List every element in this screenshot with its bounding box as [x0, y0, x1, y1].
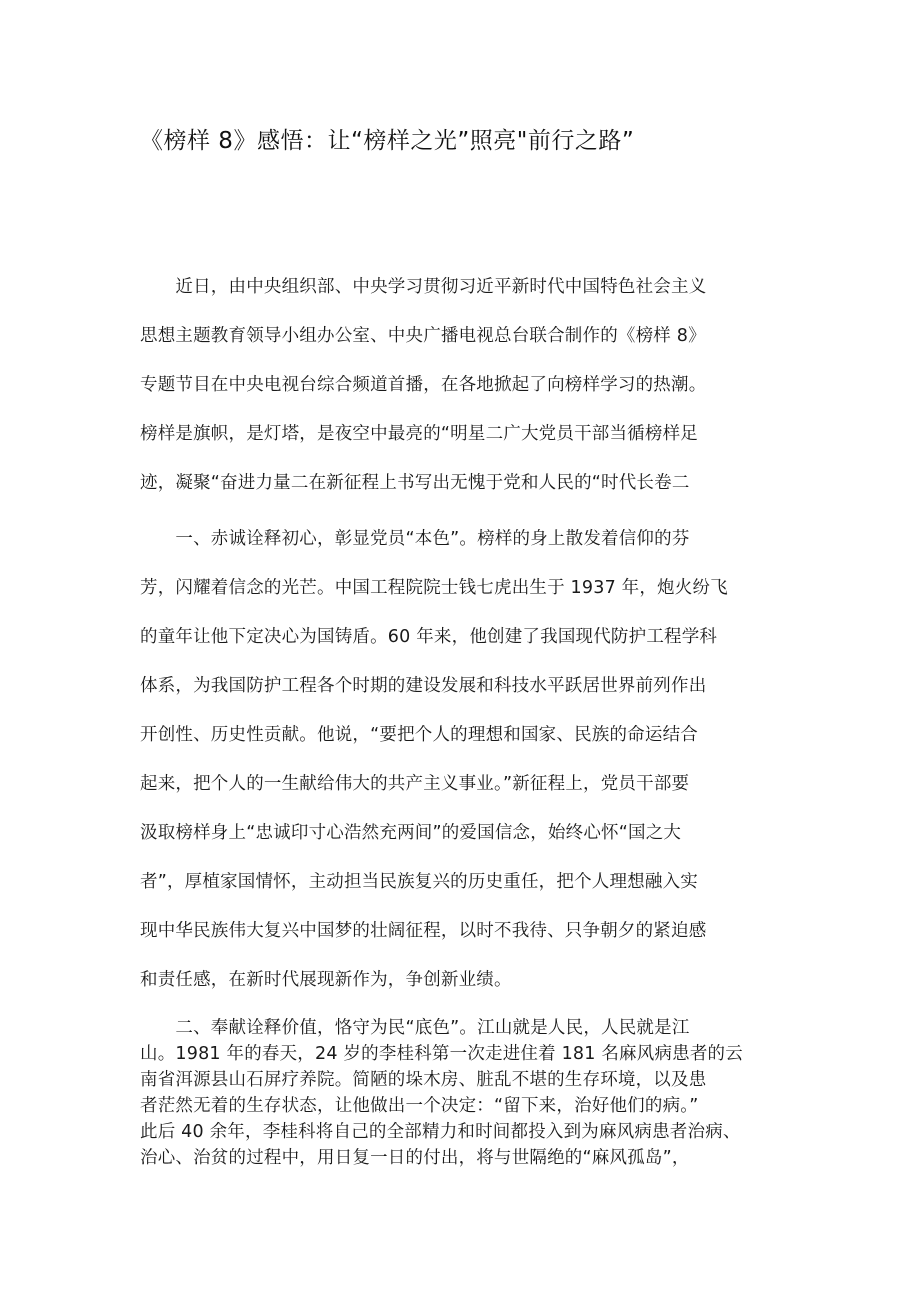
paragraph-line: 迹，凝聚“奋进力量二在新征程上书写出无愧于党和人民的“时代长卷二 [140, 473, 690, 493]
paragraph-line: 专题节目在中央电视台综合频道首播，在各地掀起了向榜样学习的热潮。 [140, 375, 707, 395]
paragraph-line: 榜样是旗帜，是灯塔，是夜空中最亮的“明星二广大党员干部当循榜样足 [140, 424, 698, 444]
paragraph-line: 思想主题教育领导小组办公室、中央广播电视总台联合制作的《榜样 8》 [140, 326, 706, 346]
paragraph-line: 现中华民族伟大复兴中国梦的壮阔征程，以时不我待、只争朝夕的紧迫感 [140, 921, 707, 941]
paragraph-line: 近日，由中央组织部、中央学习贯彻习近平新时代中国特色社会主义 [140, 277, 707, 297]
paragraph-line: 起来，把个人的一生献给伟大的共产主义事业。”新征程上，党员干部要 [140, 774, 690, 794]
paragraph-line: 的童年让他下定决心为国铸盾。60 年来，他创建了我国现代防护工程学科 [140, 627, 718, 647]
paragraph-line: 体系，为我国防护工程各个时期的建设发展和科技水平跃居世界前列作出 [140, 676, 707, 696]
paragraph-line: 山。1981 年的春天，24 岁的李桂科第一次走进住着 181 名麻风病患者的云 [140, 1044, 743, 1064]
paragraph-line: 二、奉献诠释价值，恪守为民“底色”。江山就是人民，人民就是江 [140, 1018, 690, 1038]
paragraph-line: 者茫然无着的生存状态，让他做出一个决定：“留下来，治好他们的病。” [140, 1096, 699, 1116]
paragraph-line: 汲取榜样身上“忠诚印寸心浩然充两间”的爱国信念，始终心怀“国之大 [140, 823, 682, 843]
paragraph-line: 芳，闪耀着信念的光芒。中国工程院院士钱七虎出生于 1937 年，炮火纷飞 [140, 578, 728, 598]
paragraph-line: 南省洱源县山石屏疗养院。简陋的垛木房、脏乱不堪的生存环境，以及患 [140, 1070, 707, 1090]
paragraph-line: 一、赤诚诠释初心，彰显党员“本色”。榜样的身上散发着信仰的芬 [140, 529, 690, 549]
paragraph-section-one [140, 515, 786, 1005]
paragraph-intro [140, 263, 786, 508]
paragraph-line: 开创性、历史性贡献。他说，“要把个人的理想和国家、民族的命运结合 [140, 725, 698, 745]
page-title: 《榜样 8》感悟：让“榜样之光”照亮"前行之路” [140, 128, 635, 154]
paragraph-line: 此后 40 余年，李桂科将自己的全部精力和时间都投入到为麻风病患者治病、 [140, 1122, 741, 1142]
paragraph-section-two [140, 1015, 786, 1171]
paragraph-line: 者”，厚植家国情怀，主动担当民族复兴的历史重任，把个人理想融入实 [140, 872, 698, 892]
paragraph-line: 和责任感，在新时代展现新作为，争创新业绩。 [140, 970, 512, 990]
paragraph-line: 治心、治贫的过程中，用日复一日的付出，将与世隔绝的“麻风孤岛”， [140, 1148, 690, 1168]
